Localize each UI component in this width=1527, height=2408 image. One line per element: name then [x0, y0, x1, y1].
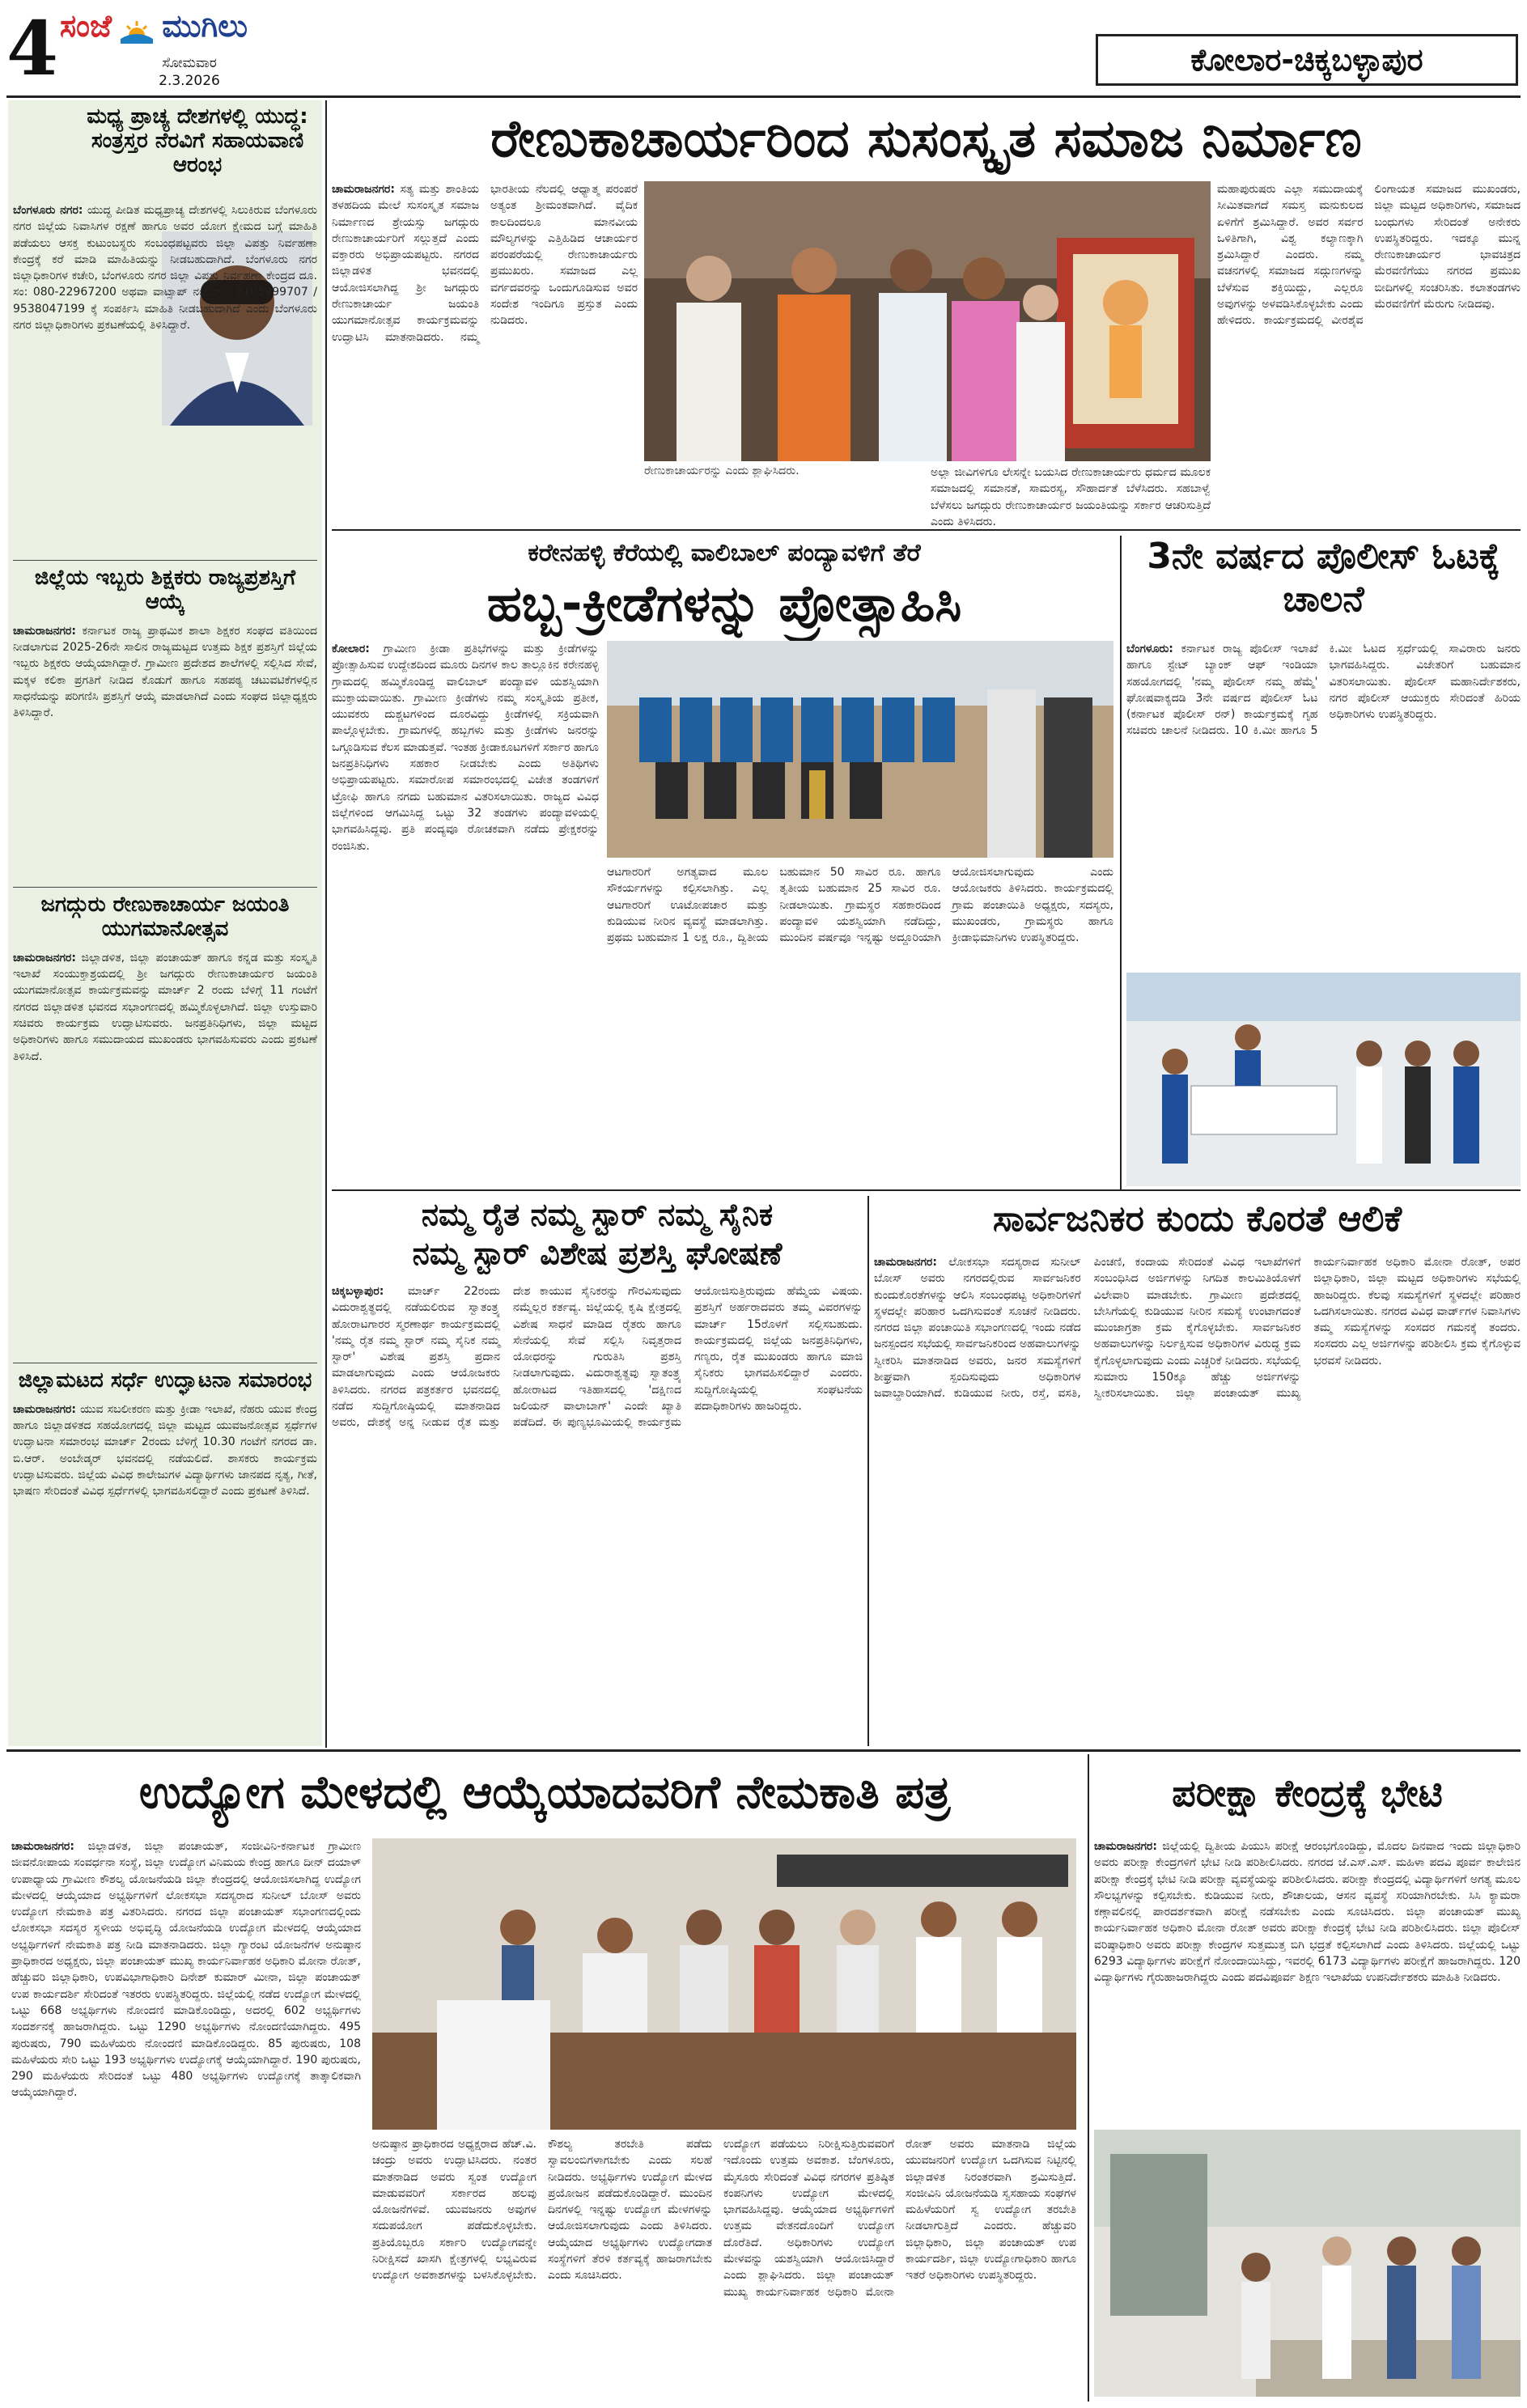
exam-centre-story [1094, 1754, 1521, 2402]
masthead [6, 5, 1521, 95]
lead-body-right: ಮಹಾಪುರುಷರು ಎಲ್ಲಾ ಸಮುದಾಯಕ್ಕೆ ಸೀಮಿತವಾಗದೆ ಸಮಸ್ತ ಮನುಕುಲದ ಏಳಿಗೆಗೆ ಶ್ರಮಿಸಿದ್ದಾರೆ. ಅವರ ಸರ್ವರ ಒಳಿತಿಗಾಗಿ, ವಿಶ್ವ ಕಲ್ಯಾಣಕ್ಕಾಗಿ ಶ್ರಮಿಸಿದ್ದಾರೆ ಎಂದರು. ನಮ್ಮ ವಚನಗಳಲ್ಲಿ ಸಮಾಜದ ಸದ್ಗುಣಗಳನ್ನು ಬೆಳೆಸುವ ಶಕ್ತಿಯಿದ್ದು, ಎಲ್ಲರೂ ಅವುಗಳನ್ನು ಅಳವಡಿಸಿಕೊಳ್ಳಬೇಕು ಎಂದು ಹೇಳಿದರು. ಕಾರ್ಯಕ್ರಮದಲ್ಲಿ ವೀರಶೈವ ಲಿಂಗಾಯತ ಸಮಾಜದ ಮುಖಂಡರು, ಜಿಲ್ಲಾ ಮಟ್ಟದ ಅಧಿಕಾರಿಗಳು, ಸಮಾಜದ ಬಂಧುಗಳು ಸೇರಿದಂತೆ ಅನೇಕರು ಉಪಸ್ಥಿತರಿದ್ದರು. ಇದಕ್ಕೂ ಮುನ್ನ ರೇಣುಕಾಚಾರ್ಯರ ಭಾವಚಿತ್ರದ ಮೆರವಣಿಗೆಯು ನಗರದ ಪ್ರಮುಖ ಬೀದಿಗಳಲ್ಲಿ ಸಂಚರಿಸಿತು. ಕಲಾತಂಡಗಳು ಮೆರವಣಿಗೆಗೆ ಮೆರುಗು ನೀಡಿದವು. [1217, 183, 1521, 328]
sidebar-dateline-3: ಚಾಮರಾಜನಗರ: [13, 951, 76, 964]
public-grievance-dateline: ಚಾಮರಾಜನಗರ: [874, 1256, 937, 1269]
sidebar-dateline-1: ಬೆಂಗಳೂರು ನಗರ: [13, 204, 83, 217]
police-run-photo [1126, 973, 1521, 1186]
masthead-logo [60, 8, 303, 53]
sidebar-headline-3: ಜಗದ್ಗುರು ರೇಣುಕಾಚಾರ್ಯ ಜಯಂತಿ ಯುಗಮಾನೋತ್ಸವ [40, 892, 290, 941]
lead-photo [644, 181, 1211, 461]
lead-body-left: ಸತ್ಯ ಮತ್ತು ಶಾಂತಿಯ ತಳಹದಿಯ ಮೇಲೆ ಸುಸಂಸ್ಕೃತ ಸಮಾಜ ನಿರ್ಮಾಣದ ಶ್ರೇಯಸ್ಸು ಜಗದ್ಗುರು ರೇಣುಕಾಚಾರ್ಯರಿಗೆ ಸಲ್ಲುತ್ತದೆ ಎಂದು ವಕ್ತಾರರು ಅಭಿಪ್ರಾಯಪಟ್ಟರು. ನಗರದ ಜಿಲ್ಲಾಡಳಿತ ಭವನದಲ್ಲಿ ಆಯೋಜಿಸಲಾಗಿದ್ದ ಶ್ರೀ ಜಗದ್ಗುರು ರೇಣುಕಾಚಾರ್ಯ ಜಯಂತಿ ಯುಗಮಾನೋತ್ಸವ ಕಾರ್ಯಕ್ರಮವನ್ನು ಉದ್ಘಾಟಿಸಿ ಮಾತನಾಡಿದರು. ನಮ್ಮ ಭಾರತೀಯ ನೆಲದಲ್ಲಿ ಆಧ್ಯಾತ್ಮ ಪರಂಪರೆ ಅತ್ಯಂತ ಶ್ರೀಮಂತವಾಗಿದೆ. ವೈದಿಕ ಕಾಲದಿಂದಲೂ ಮಾನವೀಯ ಮೌಲ್ಯಗಳನ್ನು ಎತ್ತಿಹಿಡಿದ ಆಚಾರ್ಯರ ಪರಂಪರೆಯಲ್ಲಿ ರೇಣುಕಾಚಾರ್ಯರು ಪ್ರಮುಖರು. ಸಮಾಜದ ಎಲ್ಲ ವರ್ಗದವರನ್ನು ಒಂದುಗೂಡಿಸುವ ಅವರ ಸಂದೇಶ ಇಂದಿಗೂ ಪ್ರಸ್ತುತ ಎಂದು ನುಡಿದರು. [332, 183, 638, 344]
brand-name-left: ಸಂಜೆ [60, 8, 112, 44]
volleyball-dateline: ಕೋಲಾರ: [332, 642, 370, 655]
volleyball-story [332, 536, 1117, 1189]
job-fair-dateline: ಚಾಮರಾಜನಗರ: [11, 1840, 74, 1853]
public-grievance-story [874, 1196, 1521, 1746]
farmer-award-story [332, 1196, 863, 1746]
job-fair-body-right: ಉದ್ಯೋಗ ಪಡೆಯಲು ನಿರೀಕ್ಷಿಸುತ್ತಿರುವವರಿಗೆ ಇದೊಂದು ಉತ್ತಮ ಅವಕಾಶ. ಬೆಂಗಳೂರು, ಮೈಸೂರು ಸೇರಿದಂತೆ ವಿವಿಧ ನಗರಗಳ ಪ್ರತಿಷ್ಠಿತ ಕಂಪನಿಗಳು ಉದ್ಯೋಗ ಮೇಳದಲ್ಲಿ ಭಾಗವಹಿಸಿದ್ದವು. ಆಯ್ಕೆಯಾದ ಅಭ್ಯರ್ಥಿಗಳಿಗೆ ಉತ್ತಮ ವೇತನದೊಂದಿಗೆ ಉದ್ಯೋಗ ದೊರೆತಿದೆ. ಅಧಿಕಾರಿಗಳು ಉದ್ಯೋಗ ಮೇಳವನ್ನು ಯಶಸ್ವಿಯಾಗಿ ಆಯೋಜಿಸಿದ್ದಾರೆ ಎಂದು ಶ್ಲಾಘಿಸಿದರು. ಜಿಲ್ಲಾ ಪಂಚಾಯತ್ ಮುಖ್ಯ ಕಾರ್ಯನಿರ್ವಾಹಕ ಅಧಿಕಾರಿ ಮೋನಾ ರೋತ್ ಅವರು ಮಾತನಾಡಿ ಜಿಲ್ಲೆಯ ಯುವಜನರಿಗೆ ಉದ್ಯೋಗ ಒದಗಿಸುವ ನಿಟ್ಟಿನಲ್ಲಿ ಜಿಲ್ಲಾಡಳಿತ ನಿರಂತರವಾಗಿ ಶ್ರಮಿಸುತ್ತಿದೆ. ಸಂಜೀವಿನಿ ಯೋಜನೆಯಡಿ ಸ್ವಸಹಾಯ ಸಂಘಗಳ ಮಹಿಳೆಯರಿಗೆ ಸ್ವ ಉದ್ಯೋಗ ತರಬೇತಿ ನೀಡಲಾಗುತ್ತಿದೆ ಎಂದರು. ಹೆಚ್ಚುವರಿ ಜಿಲ್ಲಾಧಿಕಾರಿ, ಜಿಲ್ಲಾ ಪಂಚಾಯತ್ ಉಪ ಕಾರ್ಯದರ್ಶಿ, ಜಿಲ್ಲಾ ಉದ್ಯೋಗಾಧಿಕಾರಿ ಹಾಗೂ ಇತರೆ ಅಧಿಕಾರಿಗಳು ಉಪಸ್ಥಿತರಿದ್ದರು. [723, 2138, 1076, 2299]
volleyball-body-bottom: ಆಟಗಾರರಿಗೆ ಅಗತ್ಯವಾದ ಮೂಲ ಸೌಕರ್ಯಗಳನ್ನು ಕಲ್ಪಿಸಲಾಗಿತ್ತು. ಎಲ್ಲ ಆಟಗಾರರಿಗೆ ಊಟೋಪಚಾರ ಮತ್ತು ಕುಡಿಯುವ ನೀರಿನ ವ್ಯವಸ್ಥೆ ಮಾಡಲಾಗಿತ್ತು. ಪ್ರಥಮ ಬಹುಮಾನ 1 ಲಕ್ಷ ರೂ., ದ್ವಿತೀಯ ಬಹುಮಾನ 50 ಸಾವಿರ ರೂ. ಹಾಗೂ ತೃತೀಯ ಬಹುಮಾನ 25 ಸಾವಿರ ರೂ. ನೀಡಲಾಯಿತು. ಗ್ರಾಮಸ್ಥರ ಸಹಕಾರದಿಂದ ಪಂದ್ಯಾವಳಿ ಯಶಸ್ವಿಯಾಗಿ ನಡೆದಿದ್ದು, ಮುಂದಿನ ವರ್ಷವೂ ಇನ್ನಷ್ಟು ಅದ್ದೂರಿಯಾಗಿ ಆಯೋಜಿಸಲಾಗುವುದು ಎಂದು ಆಯೋಜಕರು ತಿಳಿಸಿದರು. ಕಾರ್ಯಕ್ರಮದಲ್ಲಿ ಗ್ರಾಮ ಪಂಚಾಯಿತಿ ಅಧ್ಯಕ್ಷರು, ಸದಸ್ಯರು, ಮುಖಂಡರು, ಗ್ರಾಮಸ್ಥರು ಹಾಗೂ ಕ್ರೀಡಾಭಿಮಾನಿಗಳು ಉಪಸ್ಥಿತರಿದ್ದರು. [607, 866, 1113, 945]
job-fair-headline: ಉದ್ಯೋಗ ಮೇಳದಲ್ಲಿ ಆಯ್ಕೆಯಾದವರಿಗೆ ನೇಮಕಾತಿ ಪತ್ರ [138, 1766, 951, 1819]
exam-centre-dateline: ಚಾಮರಾಜನಗರ: [1094, 1840, 1157, 1853]
public-grievance-headline: ಸಾರ್ವಜನಿಕರ ಕುಂದು ಕೊರತೆ ಆಲಿಕೆ [992, 1198, 1402, 1240]
public-grievance-body: ಲೋಕಸಭಾ ಸದಸ್ಯರಾದ ಸುನೀಲ್ ಬೋಸ್ ಅವರು ನಗರದಲ್ಲಿರುವ ಸಾರ್ವಜನಿಕರ ಕುಂದುಕೊರತೆಗಳನ್ನು ಆಲಿಸಿ ಸಂಬಂಧಪಟ್ಟ ಅಧಿಕಾರಿಗಳಿಗೆ ಸ್ಥಳದಲ್ಲೇ ಪರಿಹಾರ ಒದಗಿಸುವಂತೆ ಸೂಚನೆ ನೀಡಿದರು. ನಗರದ ಜಿಲ್ಲಾ ಪಂಚಾಯಿತಿ ಸಭಾಂಗಣದಲ್ಲಿ ಇಂದು ನಡೆದ ಜನಸ್ಪಂದನ ಸಭೆಯಲ್ಲಿ ಸಾರ್ವಜನಿಕರಿಂದ ಅಹವಾಲುಗಳನ್ನು ಸ್ವೀಕರಿಸಿ ಮಾತನಾಡಿದ ಅವರು, ಜನರ ಸಮಸ್ಯೆಗಳಿಗೆ ಶೀಘ್ರವಾಗಿ ಸ್ಪಂದಿಸುವುದು ಅಧಿಕಾರಿಗಳ ಜವಾಬ್ದಾರಿಯಾಗಿದೆ. ಕುಡಿಯುವ ನೀರು, ರಸ್ತೆ, ವಸತಿ, ಪಿಂಚಣಿ, ಕಂದಾಯ ಸೇರಿದಂತೆ ವಿವಿಧ ಇಲಾಖೆಗಳಿಗೆ ಸಂಬಂಧಿಸಿದ ಅರ್ಜಿಗಳನ್ನು ನಿಗದಿತ ಕಾಲಮಿತಿಯೊಳಗೆ ವಿಲೇವಾರಿ ಮಾಡಬೇಕು. ಗ್ರಾಮೀಣ ಪ್ರದೇಶದಲ್ಲಿ ಬೇಸಿಗೆಯಲ್ಲಿ ಕುಡಿಯುವ ನೀರಿನ ಸಮಸ್ಯೆ ಉಂಟಾಗದಂತೆ ಮುಂಜಾಗ್ರತಾ ಕ್ರಮ ಕೈಗೊಳ್ಳಬೇಕು. ಸಾರ್ವಜನಿಕರ ಅಹವಾಲುಗಳನ್ನು ನಿರ್ಲಕ್ಷಿಸುವ ಅಧಿಕಾರಿಗಳ ವಿರುದ್ಧ ಕ್ರಮ ಕೈಗೊಳ್ಳಲಾಗುವುದು ಎಂದು ಎಚ್ಚರಿಕೆ ನೀಡಿದರು. ಸಭೆಯಲ್ಲಿ ಸುಮಾರು 150ಕ್ಕೂ ಹೆಚ್ಚು ಅರ್ಜಿಗಳನ್ನು ಸ್ವೀಕರಿಸಲಾಯಿತು. ಜಿಲ್ಲಾ ಪಂಚಾಯತ್ ಮುಖ್ಯ ಕಾರ್ಯನಿರ್ವಾಹಕ ಅಧಿಕಾರಿ ಮೋನಾ ರೋತ್, ಅಪರ ಜಿಲ್ಲಾಧಿಕಾರಿ, ಜಿಲ್ಲಾ ಮಟ್ಟದ ಅಧಿಕಾರಿಗಳು ಸಭೆಯಲ್ಲಿ ಹಾಜರಿದ್ದರು. ಕೆಲವು ಸಮಸ್ಯೆಗಳಿಗೆ ಸ್ಥಳದಲ್ಲೇ ಪರಿಹಾರ ಒದಗಿಸಲಾಯಿತು. ನಗರದ ವಿವಿಧ ವಾರ್ಡ್‌ಗಳ ನಿವಾಸಿಗಳು ತಮ್ಮ ಸಮಸ್ಯೆಗಳನ್ನು ಸಂಸದರ ಗಮನಕ್ಕೆ ತಂದರು. ಸಂಸದರು ಎಲ್ಲ ಅರ್ಜಿಗಳನ್ನು ಪರಿಶೀಲಿಸಿ ಕ್ರಮ ಕೈಗೊಳ್ಳುವ ಭರವಸೆ ನೀಡಿದರು. [874, 1256, 1521, 1401]
sidebar-body-3: ಜಿಲ್ಲಾಡಳಿತ, ಜಿಲ್ಲಾ ಪಂಚಾಯತ್ ಹಾಗೂ ಕನ್ನಡ ಮತ್ತು ಸಂಸ್ಕೃತಿ ಇಲಾಖೆ ಸಂಯುಕ್ತಾಶ್ರಯದಲ್ಲಿ ಶ್ರೀ ಜಗದ್ಗುರು ರೇಣುಕಾಚಾರ್ಯರ ಜಯಂತಿ ಯುಗಮಾನೋತ್ಸವ ಕಾರ್ಯಕ್ರಮವನ್ನು ಮಾರ್ಚ್ 2 ರಂದು ಬೆಳಿಗ್ಗೆ 11 ಗಂಟೆಗೆ ನಗರದ ಜಿಲ್ಲಾಡಳಿತ ಭವನದ ಸಭಾಂಗಣದಲ್ಲಿ ಹಮ್ಮಿಕೊಳ್ಳಲಾಗಿದೆ. ಜಿಲ್ಲಾ ಉಸ್ತುವಾರಿ ಸಚಿವರು ಕಾರ್ಯಕ್ರಮ ಉದ್ಘಾಟಿಸುವರು. ಜನಪ್ರತಿನಿಧಿಗಳು, ಜಿಲ್ಲಾ ಮಟ್ಟದ ಅಧಿಕಾರಿಗಳು ಹಾಗೂ ಸಮುದಾಯದ ಮುಖಂಡರು ಭಾಗವಹಿಸುವರು ಎಂದು ಪ್ರಕಟಣೆ ತಿಳಿಸಿದೆ. [13, 951, 318, 1063]
police-run-body: ಕರ್ನಾಟಕ ರಾಜ್ಯ ಪೊಲೀಸ್ ಇಲಾಖೆ ಹಾಗೂ ಸ್ಟೇಟ್ ಬ್ಯಾಂಕ್ ಆಫ್ ಇಂಡಿಯಾ ಸಹಯೋಗದಲ್ಲಿ 'ನಮ್ಮ ಪೊಲೀಸ್ ನಮ್ಮ ಹೆಮ್ಮೆ' ಘೋಷವಾಕ್ಯದಡಿ 3ನೇ ವರ್ಷದ ಪೊಲೀಸ್ ಓಟ (ಕರ್ನಾಟಕ ಪೊಲೀಸ್ ರನ್) ಕಾರ್ಯಕ್ರಮಕ್ಕೆ ಗೃಹ ಸಚಿವರು ಚಾಲನೆ ನೀಡಿದರು. 10 ಕಿ.ಮೀ ಹಾಗೂ 5 ಕಿ.ಮೀ ಓಟದ ಸ್ಪರ್ಧೆಯಲ್ಲಿ ಸಾವಿರಾರು ಜನರು ಭಾಗವಹಿಸಿದ್ದರು. ವಿಜೇತರಿಗೆ ಬಹುಮಾನ ವಿತರಿಸಲಾಯಿತು. ಪೊಲೀಸ್ ಮಹಾನಿರ್ದೇಶಕರು, ನಗರ ಪೊಲೀಸ್ ಆಯುಕ್ತರು ಸೇರಿದಂತೆ ಹಿರಿಯ ಅಧಿಕಾರಿಗಳು ಉಪಸ್ಥಿತರಿದ್ದರು. [1126, 642, 1521, 738]
lead-story [332, 100, 1521, 529]
job-fair-body-left: ಜಿಲ್ಲಾಡಳಿತ, ಜಿಲ್ಲಾ ಪಂಚಾಯತ್, ಸಂಜೀವಿನಿ-ಕರ್ನಾಟಕ ಗ್ರಾಮೀಣ ಜೀವನೋಪಾಯ ಸಂವರ್ಧನಾ ಸಂಸ್ಥೆ, ಜಿಲ್ಲಾ ಉದ್ಯೋಗ ವಿನಿಮಯ ಕೇಂದ್ರ ಹಾಗೂ ದೀನ್ ದಯಾಳ್ ಉಪಾಧ್ಯಾಯ ಗ್ರಾಮೀಣ ಕೌಶಲ್ಯ ಯೋಜನೆಯಡಿ ಜಿಲ್ಲಾ ಕೇಂದ್ರದಲ್ಲಿ ಆಯೋಜಿಸಲಾಗಿದ್ದ ಉದ್ಯೋಗ ಮೇಳದಲ್ಲಿ ಆಯ್ಕೆಯಾದ ಅಭ್ಯರ್ಥಿಗಳಿಗೆ ಲೋಕಸಭಾ ಸದಸ್ಯರಾದ ಸುನೀಲ್ ಬೋಸ್ ಅವರು ಉದ್ಯೋಗ ನೇಮಕಾತಿ ಪತ್ರ ವಿತರಿಸಿದರು. ನಗರದ ಜಿಲ್ಲಾ ಪಂಚಾಯತ್ ಸಭಾಂಗಣದಲ್ಲಿಂದು ಲೋಕಸಭಾ ಸದಸ್ಯರ ಸ್ಥಳೀಯ ಅಭಿವೃದ್ಧಿ ಯೋಜನೆಯಡಿ ಉದ್ಯೋಗ ಮೇಳದಲ್ಲಿ ಆಯ್ಕೆಯಾದ ಅಭ್ಯರ್ಥಿಗಳಿಗೆ ನೇಮಕಾತಿ ಪತ್ರ ನೀಡಿ ಮಾತನಾಡಿದರು. ಜಿಲ್ಲಾ ಗ್ಯಾರಂಟಿ ಯೋಜನೆಗಳ ಅನುಷ್ಠಾನ ಪ್ರಾಧಿಕಾರದ ಅಧ್ಯಕ್ಷರು, ಜಿಲ್ಲಾ ಪಂಚಾಯತ್ ಮುಖ್ಯ ಕಾರ್ಯನಿರ್ವಾಹಕ ಅಧಿಕಾರಿ ಮೋನಾ ರೋತ್, ಹೆಚ್ಚುವರಿ ಜಿಲ್ಲಾಧಿಕಾರಿ, ಉಪವಿಭಾಗಾಧಿಕಾರಿ ದಿನೇಶ್ ಕುಮಾರ್ ಮೀನಾ, ಜಿಲ್ಲಾ ಪಂಚಾಯತ್ ಉಪ ಕಾರ್ಯದರ್ಶಿ ಸೇರಿದಂತೆ ಇತರರು ಉಪಸ್ಥಿತರಿದ್ದರು. ಜಿಲ್ಲೆಯಲ್ಲಿ ನಡೆದ ಉದ್ಯೋಗ ಮೇಳದಲ್ಲಿ ಒಟ್ಟು 668 ಅಭ್ಯರ್ಥಿಗಳು ನೋಂದಣಿ ಮಾಡಿಕೊಂಡಿದ್ದು, ಅದರಲ್ಲಿ 602 ಅಭ್ಯರ್ಥಿಗಳು ಸಂದರ್ಶನಕ್ಕೆ ಹಾಜರಾಗಿದ್ದರು. ಒಟ್ಟು 1290 ಅಭ್ಯರ್ಥಿಗಳು ನೋಂದಣಿಯಾಗಿದ್ದರು. 495 ಪುರುಷರು, 790 ಮಹಿಳೆಯರು ನೋಂದಣಿ ಮಾಡಿಕೊಂಡಿದ್ದರು. 85 ಪುರುಷರು, 108 ಮಹಿಳೆಯರು ಸೇರಿ ಒಟ್ಟು 193 ಅಭ್ಯರ್ಥಿಗಳು ಉದ್ಯೋಗಕ್ಕೆ ಆಯ್ಕೆಯಾಗಿದ್ದಾರೆ. 190 ಪುರುಷರು, 290 ಮಹಿಳೆಯರು ಸೇರಿದಂತೆ ಒಟ್ಟು 480 ಅಭ್ಯರ್ಥಿಗಳು ಉದ್ಯೋಗಕ್ಕೆ ತಾತ್ಕಾಲಿಕವಾಗಿ ಆಯ್ಕೆಯಾಗಿದ್ದಾರೆ. [11, 1840, 361, 2100]
sidebar-story-2 [13, 566, 317, 882]
job-fair-photo [372, 1838, 1076, 2130]
volleyball-headline: ಹಬ್ಬ-ಕ್ರೀಡೆಗಳನ್ನು ಪ್ರೋತ್ಸಾಹಿಸಿ [486, 574, 962, 633]
farmer-headline-line1: ನಮ್ಮ ರೈತ ನಮ್ಮ ಸ್ಟಾರ್ ನಮ್ಮ ಸೈನಿಕ [421, 1197, 774, 1232]
page-number: 4 [6, 5, 59, 92]
sidebar-story-3 [13, 893, 317, 1346]
exam-centre-body: ಜಿಲ್ಲೆಯಲ್ಲಿ ದ್ವಿತೀಯ ಪಿಯುಸಿ ಪರೀಕ್ಷೆ ಆರಂಭಗೊಂಡಿದ್ದು, ಮೊದಲ ದಿನವಾದ ಇಂದು ಜಿಲ್ಲಾಧಿಕಾರಿ ಅವರು ಪರೀಕ್ಷಾ ಕೇಂದ್ರಗಳಿಗೆ ಭೇಟಿ ನೀಡಿ ಪರಿಶೀಲಿಸಿದರು. ನಗರದ ಜೆ.ಎಸ್.ಎಸ್. ಮಹಿಳಾ ಪದವಿ ಪೂರ್ವ ಕಾಲೇಜಿನ ಪರೀಕ್ಷಾ ಕೇಂದ್ರಕ್ಕೆ ಭೇಟಿ ನೀಡಿ ಪರೀಕ್ಷಾ ವ್ಯವಸ್ಥೆಯನ್ನು ಪರಿಶೀಲಿಸಿದರು. ಪರೀಕ್ಷಾ ಕೇಂದ್ರದಲ್ಲಿ ವಿದ್ಯಾರ್ಥಿಗಳಿಗೆ ಅಗತ್ಯ ಮೂಲ ಸೌಲಭ್ಯಗಳನ್ನು ಕಲ್ಪಿಸಬೇಕು. ಕುಡಿಯುವ ನೀರು, ಶೌಚಾಲಯ, ಆಸನ ವ್ಯವಸ್ಥೆ ಸರಿಯಾಗಿರಬೇಕು. ಸಿಸಿ ಕ್ಯಾಮರಾ ಕಣ್ಗಾವಲಿನಲ್ಲಿ ಪಾರದರ್ಶಕವಾಗಿ ಪರೀಕ್ಷೆ ನಡೆಸಬೇಕು ಎಂದು ಸೂಚಿಸಿದರು. ಜಿಲ್ಲಾ ಪಂಚಾಯತ್ ಮುಖ್ಯ ಕಾರ್ಯನಿರ್ವಾಹಕ ಅಧಿಕಾರಿ ಮೋನಾ ರೋತ್ ಅವರು ಪರೀಕ್ಷಾ ಕೇಂದ್ರಕ್ಕೆ ಭೇಟಿ ನೀಡಿ ಪರಿಶೀಲಿಸಿದರು. ಜಿಲ್ಲಾ ಪೊಲೀಸ್ ವರಿಷ್ಠಾಧಿಕಾರಿ ಅವರು ಪರೀಕ್ಷಾ ಕೇಂದ್ರಗಳ ಸುತ್ತಮುತ್ತ ಬಿಗಿ ಭದ್ರತೆ ಕಲ್ಪಿಸಲಾಗಿದೆ ಎಂದು ತಿಳಿಸಿದರು. ಜಿಲ್ಲೆಯಲ್ಲಿ ಒಟ್ಟು 6293 ವಿದ್ಯಾರ್ಥಿಗಳು ಪರೀಕ್ಷೆಗೆ ನೋಂದಾಯಿಸಿದ್ದು, ಇವರಲ್ಲಿ 6173 ವಿದ್ಯಾರ್ಥಿಗಳು ಪರೀಕ್ಷೆಗೆ ಹಾಜರಾಗಿದ್ದರು. 120 ವಿದ್ಯಾರ್ಥಿಗಳು ಗೈರುಹಾಜರಾಗಿದ್ದರು ಎಂದು ಪದವಿಪೂರ್ವ ಶಿಕ್ಷಣ ಇಲಾಖೆಯ ಉಪನಿರ್ದೇಶಕರು ಮಾಹಿತಿ ನೀಡಿದರು. [1094, 1840, 1521, 1985]
sidebar-headline-4: ಜಿಲ್ಲಾಮಟದ ಸರ್ಧೆ ಉದ್ಘಾಟನಾ ಸಮಾರಂಭ [18, 1368, 312, 1393]
sidebar-story-4 [13, 1369, 317, 1741]
farmer-headline-line2: ನಮ್ಮ ಸ್ಟಾರ್ ವಿಶೇಷ ಪ್ರಶಸ್ತಿ ಘೋಷಣೆ [412, 1235, 783, 1271]
job-fair-story [6, 1754, 1083, 2402]
police-run-dateline: ಬೆಂಗಳೂರು: [1126, 642, 1173, 655]
brand-name-right: ಮುಗಿಲು [162, 8, 248, 44]
sidebar-dateline-4: ಚಾಮರಾಜನಗರ: [13, 1402, 76, 1416]
police-run-headline: 3ನೇ ವರ್ಷದ ಪೊಲೀಸ್ ಓಟಕ್ಕೆ ಚಾಲನೆ [1147, 536, 1500, 620]
volleyball-body-top: ಗ್ರಾಮೀಣ ಕ್ರೀಡಾ ಪ್ರತಿಭೆಗಳನ್ನು ಮತ್ತು ಕ್ರೀಡೆಗಳನ್ನು ಪ್ರೋತ್ಸಾಹಿಸುವ ಉದ್ದೇಶದಿಂದ ಮೂರು ದಿನಗಳ ಕಾಲ ತಾಲ್ಲೂಕಿನ ಕರೇನಹಳ್ಳಿ ಗ್ರಾಮದಲ್ಲಿ ಹಮ್ಮಿಕೊಂಡಿದ್ದ ವಾಲಿಬಾಲ್ ಪಂದ್ಯಾವಳಿ ಯಶಸ್ವಿಯಾಗಿ ಮುಕ್ತಾಯವಾಯಿತು. ಗ್ರಾಮೀಣ ಕ್ರೀಡೆಗಳು ನಮ್ಮ ಸಂಸ್ಕೃತಿಯ ಪ್ರತೀಕ, ಯುವಕರು ದುಶ್ಚಟಗಳಿಂದ ದೂರವಿದ್ದು ಕ್ರೀಡೆಗಳಲ್ಲಿ ಸಕ್ರಿಯವಾಗಿ ಪಾಲ್ಗೊಳ್ಳಬೇಕು. ಗ್ರಾಮಗಳಲ್ಲಿ ಹಬ್ಬಗಳು ಮತ್ತು ಕ್ರೀಡೆಗಳು ಜನರನ್ನು ಒಗ್ಗೂಡಿಸುವ ಕೆಲಸ ಮಾಡುತ್ತವೆ. ಇಂತಹ ಕ್ರೀಡಾಕೂಟಗಳಿಗೆ ಸರ್ಕಾರ ಹಾಗೂ ಜನಪ್ರತಿನಿಧಿಗಳು ಸಹಕಾರ ನೀಡಬೇಕು ಎಂದು ಅತಿಥಿಗಳು ಅಭಿಪ್ರಾಯಪಟ್ಟರು. ಸಮಾರೋಪ ಸಮಾರಂಭದಲ್ಲಿ ವಿಜೇತ ತಂಡಗಳಿಗೆ ಟ್ರೋಫಿ ಹಾಗೂ ನಗದು ಬಹುಮಾನ ವಿತರಿಸಲಾಯಿತು. ರಾಜ್ಯದ ವಿವಿಧ ಜಿಲ್ಲೆಗಳಿಂದ ಆಗಮಿಸಿದ್ದ ಒಟ್ಟು 32 ತಂಡಗಳು ಪಂದ್ಯಾವಳಿಯಲ್ಲಿ ಭಾಗವಹಿಸಿದ್ದವು. ಪ್ರತಿ ಪಂದ್ಯವೂ ರೋಚಕವಾಗಿ ನಡೆದು ಪ್ರೇಕ್ಷಕರನ್ನು ರಂಜಿಸಿತು. [332, 642, 599, 853]
farmer-dateline: ಚಿಕ್ಕಬಳ್ಳಾಪುರ: [332, 1285, 384, 1298]
lead-headline: ರೇಣುಕಾಚಾರ್ಯರಿಂದ ಸುಸಂಸ್ಕೃತ ಸಮಾಜ ನಿರ್ಮಾಣ [490, 109, 1362, 169]
sidebar-headline-2: ಜಿಲ್ಲೆಯ ಇಬ್ಬರು ಶಿಕ್ಷಕರು ರಾಜ್ಯಪ್ರಶಸ್ತಿಗೆ ಆಯ್ಕೆ [34, 566, 296, 614]
job-fair-body-mid: ಅನುಷ್ಠಾನ ಪ್ರಾಧಿಕಾರದ ಅಧ್ಯಕ್ಷರಾದ ಹೆಚ್.ವಿ. ಚಂದ್ರು ಅವರು ಉದ್ಘಾಟಿಸಿದರು. ನಂತರ ಮಾತನಾಡಿದ ಅವರು ಸ್ವಂತ ಉದ್ಯೋಗ ಮಾಡುವವರಿಗೆ ಸರ್ಕಾರದ ಹಲವು ಯೋಜನೆಗಳಿವೆ. ಯುವಜನರು ಅವುಗಳ ಸದುಪಯೋಗ ಪಡೆದುಕೊಳ್ಳಬೇಕು. ಪ್ರತಿಯೊಬ್ಬರೂ ಸರ್ಕಾರಿ ಉದ್ಯೋಗವನ್ನೇ ನಿರೀಕ್ಷಿಸದೆ ಖಾಸಗಿ ಕ್ಷೇತ್ರಗಳಲ್ಲಿ ಲಭ್ಯವಿರುವ ಉದ್ಯೋಗ ಅವಕಾಶಗಳನ್ನು ಬಳಸಿಕೊಳ್ಳಬೇಕು. ಕೌಶಲ್ಯ ತರಬೇತಿ ಪಡೆದು ಸ್ವಾವಲಂಬಿಗಳಾಗಬೇಕು ಎಂದು ಸಲಹೆ ನೀಡಿದರು. ಅಭ್ಯರ್ಥಿಗಳು ಉದ್ಯೋಗ ಮೇಳದ ಪ್ರಯೋಜನ ಪಡೆದುಕೊಂಡಿದ್ದಾರೆ. ಮುಂದಿನ ದಿನಗಳಲ್ಲಿ ಇನ್ನಷ್ಟು ಉದ್ಯೋಗ ಮೇಳಗಳನ್ನು ಆಯೋಜಿಸಲಾಗುವುದು ಎಂದು ತಿಳಿಸಿದರು. ಆಯ್ಕೆಯಾದ ಅಭ್ಯರ್ಥಿಗಳು ಉದ್ಯೋಗದಾತ ಸಂಸ್ಥೆಗಳಿಗೆ ತೆರಳಿ ಕರ್ತವ್ಯಕ್ಕೆ ಹಾಜರಾಗಬೇಕು ಎಂದು ಸೂಚಿಸಿದರು. [372, 2138, 712, 2283]
volleyball-kicker: ಕರೇನಹಳ್ಳಿ ಕೆರೆಯಲ್ಲಿ ವಾಲಿಬಾಲ್ ಪಂದ್ಯಾವಳಿಗೆ ತೆರೆ [528, 539, 921, 567]
volleyball-team-photo [607, 641, 1113, 858]
sidebar-dateline-2: ಚಾಮರಾಜನಗರ: [13, 624, 76, 638]
sidebar-body-4: ಯುವ ಸಬಲೀಕರಣ ಮತ್ತು ಕ್ರೀಡಾ ಇಲಾಖೆ, ನೆಹರು ಯುವ ಕೇಂದ್ರ ಹಾಗೂ ಜಿಲ್ಲಾಡಳಿತದ ಸಹಯೋಗದಲ್ಲಿ ಜಿಲ್ಲಾ ಮಟ್ಟದ ಯುವಜನೋತ್ಸವ ಸ್ಪರ್ಧೆಗಳ ಉದ್ಘಾಟನಾ ಸಮಾರಂಭ ಮಾರ್ಚ್ 2ರಂದು ಬೆಳಿಗ್ಗೆ 10.30 ಗಂಟೆಗೆ ನಗರದ ಡಾ. ಬಿ.ಆರ್. ಅಂಬೇಡ್ಕರ್ ಭವನದಲ್ಲಿ ನಡೆಯಲಿದೆ. ಶಾಸಕರು ಕಾರ್ಯಕ್ರಮ ಉದ್ಘಾಟಿಸುವರು. ಜಿಲ್ಲೆಯ ವಿವಿಧ ಕಾಲೇಜುಗಳ ವಿದ್ಯಾರ್ಥಿಗಳು ಜಾನಪದ ನೃತ್ಯ, ಗೀತೆ, ಭಾಷಣ ಸೇರಿದಂತೆ ವಿವಿಧ ಸ್ಪರ್ಧೆಗಳಲ್ಲಿ ಭಾಗವಹಿಸಲಿದ್ದಾರೆ ಎಂದು ಪ್ರಕಟಣೆ ತಿಳಿಸಿದೆ. [13, 1402, 317, 1499]
sidebar-body-2: ಕರ್ನಾಟಕ ರಾಜ್ಯ ಪ್ರಾಥಮಿಕ ಶಾಲಾ ಶಿಕ್ಷಕರ ಸಂಘದ ವತಿಯಿಂದ ನೀಡಲಾಗುವ 2025-26ನೇ ಸಾಲಿನ ರಾಜ್ಯಮಟ್ಟದ ಉತ್ತಮ ಶಿಕ್ಷಕ ಪ್ರಶಸ್ತಿಗೆ ಜಿಲ್ಲೆಯ ಇಬ್ಬರು ಶಿಕ್ಷಕರು ಆಯ್ಕೆಯಾಗಿದ್ದಾರೆ. ಗ್ರಾಮೀಣ ಪ್ರದೇಶದ ಶಾಲೆಗಳಲ್ಲಿ ಸಲ್ಲಿಸಿದ ಸೇವೆ, ಮಕ್ಕಳ ಕಲಿಕಾ ಪ್ರಗತಿಗೆ ನೀಡಿದ ಕೊಡುಗೆ ಹಾಗೂ ಸಹಪಠ್ಯ ಚಟುವಟಿಕೆಗಳಲ್ಲಿನ ಸಾಧನೆಯನ್ನು ಪರಿಗಣಿಸಿ ಪ್ರಶಸ್ತಿಗೆ ಆಯ್ಕೆ ಮಾಡಲಾಗಿದೆ ಎಂದು ಸಂಘದ ಜಿಲ್ಲಾಧ್ಯಕ್ಷರು ತಿಳಿಸಿದ್ದಾರೆ. [13, 624, 317, 720]
exam-centre-headline: ಪರೀಕ್ಷಾ ಕೇಂದ್ರಕ್ಕೆ ಭೇಟಿ [1172, 1771, 1443, 1815]
lead-dateline: ಚಾಮರಾಜನಗರ: [332, 183, 395, 196]
farmer-body: ಮಾರ್ಚ್ 22ರಂದು ವಿದುರಾಶ್ವತ್ಥದಲ್ಲಿ ನಡೆಯಲಿರುವ ಸ್ವಾತಂತ್ರ್ಯ ಹೋರಾಟಗಾರರ ಸ್ಮರಣಾರ್ಥ ಕಾರ್ಯಕ್ರಮದಲ್ಲಿ 'ನಮ್ಮ ರೈತ ನಮ್ಮ ಸ್ಟಾರ್ ನಮ್ಮ ಸೈನಿಕ ನಮ್ಮ ಸ್ಟಾರ್' ವಿಶೇಷ ಪ್ರಶಸ್ತಿ ಪ್ರದಾನ ಮಾಡಲಾಗುವುದು ಎಂದು ಆಯೋಜಕರು ತಿಳಿಸಿದರು. ನಗರದ ಪತ್ರಕರ್ತರ ಭವನದಲ್ಲಿ ನಡೆದ ಸುದ್ದಿಗೋಷ್ಠಿಯಲ್ಲಿ ಮಾತನಾಡಿದ ಅವರು, ದೇಶಕ್ಕೆ ಅನ್ನ ನೀಡುವ ರೈತ ಮತ್ತು ದೇಶ ಕಾಯುವ ಸೈನಿಕರನ್ನು ಗೌರವಿಸುವುದು ನಮ್ಮೆಲ್ಲರ ಕರ್ತವ್ಯ. ಜಿಲ್ಲೆಯಲ್ಲಿ ಕೃಷಿ ಕ್ಷೇತ್ರದಲ್ಲಿ ವಿಶೇಷ ಸಾಧನೆ ಮಾಡಿದ ರೈತರು ಹಾಗೂ ಸೇನೆಯಲ್ಲಿ ಸೇವೆ ಸಲ್ಲಿಸಿ ನಿವೃತ್ತರಾದ ಯೋಧರನ್ನು ಗುರುತಿಸಿ ಪ್ರಶಸ್ತಿ ನೀಡಲಾಗುವುದು. ವಿದುರಾಶ್ವತ್ಥವು ಸ್ವಾತಂತ್ರ್ಯ ಹೋರಾಟದ ಇತಿಹಾಸದಲ್ಲಿ 'ದಕ್ಷಿಣದ ಜಲಿಯನ್ ವಾಲಾಬಾಗ್' ಎಂದೇ ಖ್ಯಾತಿ ಪಡೆದಿದೆ. ಈ ಪುಣ್ಯಭೂಮಿಯಲ್ಲಿ ಕಾರ್ಯಕ್ರಮ ಆಯೋಜಿಸುತ್ತಿರುವುದು ಹೆಮ್ಮೆಯ ವಿಷಯ. ಪ್ರಶಸ್ತಿಗೆ ಅರ್ಹರಾದವರು ತಮ್ಮ ವಿವರಗಳನ್ನು ಮಾರ್ಚ್ 15ರೊಳಗೆ ಸಲ್ಲಿಸಬಹುದು. ಕಾರ್ಯಕ್ರಮದಲ್ಲಿ ಜಿಲ್ಲೆಯ ಜನಪ್ರತಿನಿಧಿಗಳು, ಗಣ್ಯರು, ರೈತ ಮುಖಂಡರು ಹಾಗೂ ಮಾಜಿ ಸೈನಿಕರು ಭಾಗವಹಿಸಲಿದ್ದಾರೆ ಎಂದರು. ಸುದ್ದಿಗೋಷ್ಠಿಯಲ್ಲಿ ಸಂಘಟನೆಯ ಪದಾಧಿಕಾರಿಗಳು ಹಾಜರಿದ್ದರು. [332, 1285, 863, 1430]
police-run-story [1126, 536, 1521, 1189]
weekday: ಸೋಮವಾರ [162, 55, 217, 71]
exam-centre-photo [1094, 2130, 1521, 2397]
sidebar-body-1: ಯುದ್ಧ ಪೀಡಿತ ಮಧ್ಯಪ್ರಾಚ್ಯ ದೇಶಗಳಲ್ಲಿ ಸಿಲುಕಿರುವ ಬೆಂಗಳೂರು ನಗರ ಜಿಲ್ಲೆಯ ನಿವಾಸಿಗಳ ರಕ್ಷಣೆ ಹಾಗೂ ಅವರ ಯೋಗ ಕ್ಷೇಮದ ಬಗ್ಗೆ ಮಾಹಿತಿ ಪಡೆಯಲು ಆಸಕ್ತ ಕುಟುಂಬಸ್ಥರು ಸಂಬಂಧಪಟ್ಟವರು ಜಿಲ್ಲಾ ವಿಪತ್ತು ನಿರ್ವಹಣಾ ಕೇಂದ್ರಕ್ಕೆ ಕರೆ ಮಾಡಿ ಮಾಹಿತಿಯನ್ನು ನೀಡಬಹುದಾಗಿದೆ. ಬೆಂಗಳೂರು ನಗರ ಜಿಲ್ಲಾಧಿಕಾರಿಗಳ ಕಚೇರಿ, ಬೆಂಗಳೂರು ನಗರ ಜಿಲ್ಲಾ ವಿಪತ್ತು ನಿರ್ವಹಣಾ ಕೇಂದ್ರದ ದೂ. ಸಂ: 080-22967200 ಅಥವಾ ವಾಟ್ಸಾಪ್ ನಂಬರ್ - 8105999707 / 9538047199 ಕ್ಕೆ ಸಂಪರ್ಕಿಸಿ ಮಾಹಿತಿ ನೀಡಬಹುದಾಗಿದೆ ಎಂದು ಬೆಂಗಳೂರು ನಗರ ಜಿಲ್ಲಾಧಿಕಾರಿಗಳು ಪ್ರಕಟಣೆಯಲ್ಲಿ ತಿಳಿಸಿದ್ದಾರೆ. [13, 204, 318, 333]
lead-body-mid: ಅಲ್ಲಾ ಜೀವಿಗಳಿಗೂ ಲೇಸನ್ನೇ ಬಯಸಿದ ರೇಣುಕಾಚಾರ್ಯರು ಧರ್ಮದ ಮೂಲಕ ಸಮಾಜದಲ್ಲಿ ಸಮಾನತೆ, ಸಾಮರಸ್ಯ, ಸೌಹಾರ್ದತೆ ಬೆಳೆಸಿದರು. ಸಹಬಾಳ್ವೆ ಬೆಳೆಸಲು ಜಗದ್ಗುರು ರೇಣುಕಾಚಾರ್ಯರ ಜಯಂತಿಯನ್ನು ಸರ್ಕಾರ ಆಚರಿಸುತ್ತಿದೆ ಎಂದು ತಿಳಿಸಿದರು. [931, 466, 1211, 528]
issue-date: 2.3.2026 [159, 73, 220, 89]
sidebar-story-1 [13, 105, 317, 558]
section-label: ಕೋಲಾರ-ಚಿಕ್ಕಬಳ್ಳಾಪುರ [1096, 34, 1518, 86]
sun-icon [119, 19, 155, 47]
lead-photo-caption: ರೇಣುಕಾಚಾರ್ಯರನ್ನು ಎಂದು ಶ್ಲಾಘಿಸಿದರು. [644, 464, 800, 477]
sidebar-headline-1: ಮಧ್ಯ ಪ್ರಾಚ್ಯ ದೇಶಗಳಲ್ಲಿ ಯುದ್ಧ: ಸಂತ್ರಸ್ತರ ನೆರವಿಗೆ ಸಹಾಯವಾಣಿ ಆರಂಭ [87, 104, 308, 177]
